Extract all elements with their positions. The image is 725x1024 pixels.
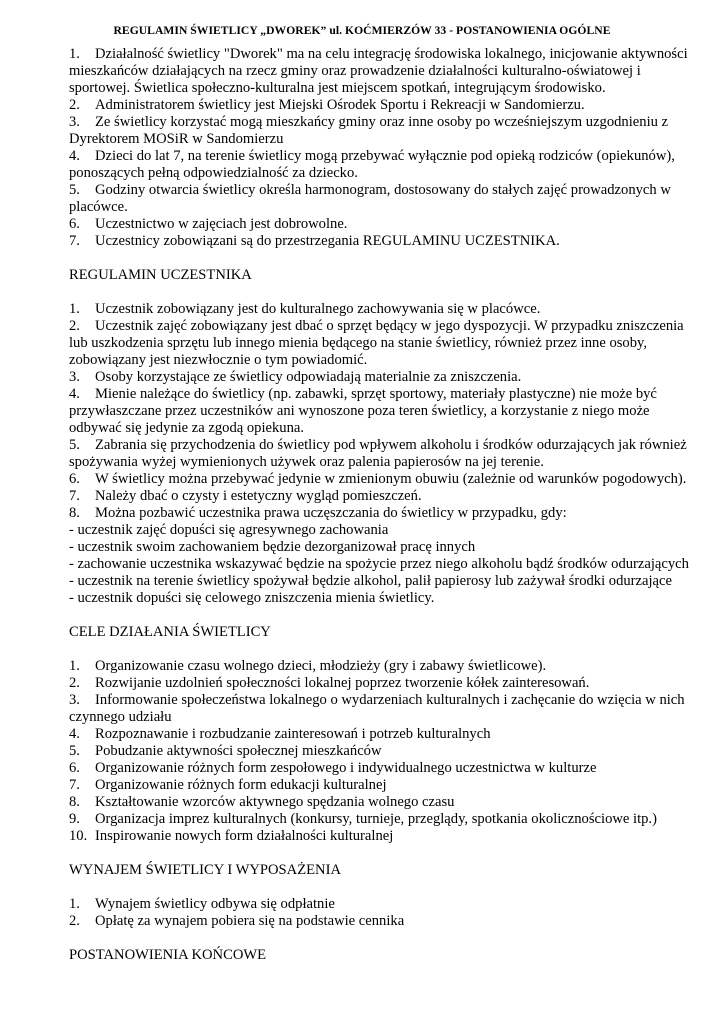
goals-list — [69, 658, 695, 845]
list-item: 5. Pobudzanie aktywności społecznej mieszkańców — [69, 743, 382, 759]
list-item: 9. Organizacja imprez kulturalnych (konkursy, turnieje, przeglądy, spotkania okolicznościowe itp.) — [69, 811, 657, 827]
list-item: 7. Należy dbać o czysty i estetyczny wygląd pomieszczeń. — [69, 488, 422, 504]
list-item: 10. Inspirowanie nowych form działalności kulturalnej — [69, 828, 394, 844]
section-heading-final-provisions: POSTANOWIENIA KOŃCOWE — [69, 947, 267, 963]
section-heading-goals: CELE DZIAŁANIA ŚWIETLICY — [69, 624, 271, 640]
list-item: 8. Można pozbawić uczestnika prawa uczęszczania do świetlicy w przypadku, gdy: — [69, 505, 567, 521]
list-item: 5. Zabrania się przychodzenia do świetlicy pod wpływem alkoholu i środków odurzających jak również spożywania wyżej wymienionych używek oraz palenia papierosów na jej terenie. — [69, 437, 687, 470]
list-item: 4. Dzieci do lat 7, na terenie świetlicy mogą przebywać wyłącznie pod opieką rodziców (opiekunów), ponoszących pełną odpowiedzialność za dziecko. — [69, 148, 675, 181]
list-item: 3. Informowanie społeczeństwa lokalnego o wydarzeniach kulturalnych i zachęcanie do wzięcia w nich czynnego udziału — [69, 692, 685, 725]
dash-item: - uczestnik dopuści się celowego zniszczenia mienia świetlicy. — [69, 590, 435, 606]
list-item: 2. Opłatę za wynajem pobiera się na podstawie cennika — [69, 913, 405, 929]
dash-item: - uczestnik swoim zachowaniem będzie dezorganizował pracę innych — [69, 539, 476, 555]
list-item: 6. W świetlicy można przebywać jedynie w zmienionym obuwiu (zależnie od warunków pogodowych). — [69, 471, 687, 487]
list-item: 7. Uczestnicy zobowiązani są do przestrzegania REGULAMINU UCZESTNIKA. — [69, 233, 560, 249]
list-item: 1. Uczestnik zobowiązany jest do kulturalnego zachowywania się w placówce. — [69, 301, 541, 317]
list-item: 2. Uczestnik zajęć zobowiązany jest dbać o sprzęt będący w jego dyspozycji. W przypadku zniszczenia lub uszkodzenia sprzętu lub innego mienia będącego na stanie świetlicy, również przez inne osoby, zobowiązany jest niezwłocznie o tym powiadomić. — [69, 318, 684, 368]
list-item: 7. Organizowanie różnych form edukacji kulturalnej — [69, 777, 387, 793]
participant-rules-list — [69, 301, 695, 522]
general-provisions-list — [69, 46, 695, 250]
list-item: 1. Działalność świetlicy "Dworek" ma na celu integrację środowiska lokalnego, inicjowanie aktywności mieszkańców działających na rzecz gminy oraz prowadzenie działalności kulturalno-oświatowej i sportowej. Świetlica społeczno-kulturalna jest miejscem spotkań, integrującym środowisko. — [69, 46, 688, 96]
list-item: 6. Organizowanie różnych form zespołowego i indywidualnego uczestnictwa w kulturze — [69, 760, 597, 776]
list-item: 3. Osoby korzystające ze świetlicy odpowiadają materialnie za zniszczenia. — [69, 369, 522, 385]
list-item: 4. Mienie należące do świetlicy (np. zabawki, sprzęt sportowy, materiały plastyczne) nie może być przywłaszczane przez uczestników ani wynoszone poza teren świetlicy, a korzystanie z niego może odbywać się jedynie za zgodą opiekuna. — [69, 386, 657, 436]
document-title: REGULAMIN ŚWIETLICY „DWOREK” ul. KOĆMIERZÓW 33 - POSTANOWIENIA OGÓLNE — [113, 24, 611, 37]
list-item: 2. Administratorem świetlicy jest Miejski Ośrodek Sportu i Rekreacji w Sandomierzu. — [69, 97, 585, 113]
section-heading-rental: WYNAJEM ŚWIETLICY I WYPOSAŻENIA — [69, 862, 341, 878]
list-item: 1. Wynajem świetlicy odbywa się odpłatnie — [69, 896, 335, 912]
list-item: 6. Uczestnictwo w zajęciach jest dobrowolne. — [69, 216, 348, 232]
dash-item: - uczestnik na terenie świetlicy spożywał będzie alkohol, palił papierosy lub zażywał środki odurzające — [69, 573, 672, 589]
section-heading-participant-rules: REGULAMIN UCZESTNIKA — [69, 267, 252, 283]
list-item: 3. Ze świetlicy korzystać mogą mieszkańcy gminy oraz inne osoby po wcześniejszym uzgodnieniu z Dyrektorem MOSiR w Sandomierzu — [69, 114, 669, 147]
list-item: 2. Rozwijanie uzdolnień społeczności lokalnej poprzez tworzenie kółek zainteresowań. — [69, 675, 590, 691]
rental-list — [69, 896, 695, 930]
dash-item: - zachowanie uczestnika wskazywać będzie na spożycie przez niego alkoholu bądź środków odurzających — [69, 556, 689, 572]
list-item: 5. Godziny otwarcia świetlicy określa harmonogram, dostosowany do stałych zajęć prowadzonych w placówce. — [69, 182, 671, 215]
list-item: 4. Rozpoznawanie i rozbudzanie zainteresowań i potrzeb kulturalnych — [69, 726, 491, 742]
exclusion-conditions — [69, 522, 695, 607]
dash-item: - uczestnik zajęć dopuści się agresywnego zachowania — [69, 522, 389, 538]
list-item: 8. Kształtowanie wzorców aktywnego spędzania wolnego czasu — [69, 794, 455, 810]
list-item: 1. Organizowanie czasu wolnego dzieci, młodzieży (gry i zabawy świetlicowe). — [69, 658, 547, 674]
